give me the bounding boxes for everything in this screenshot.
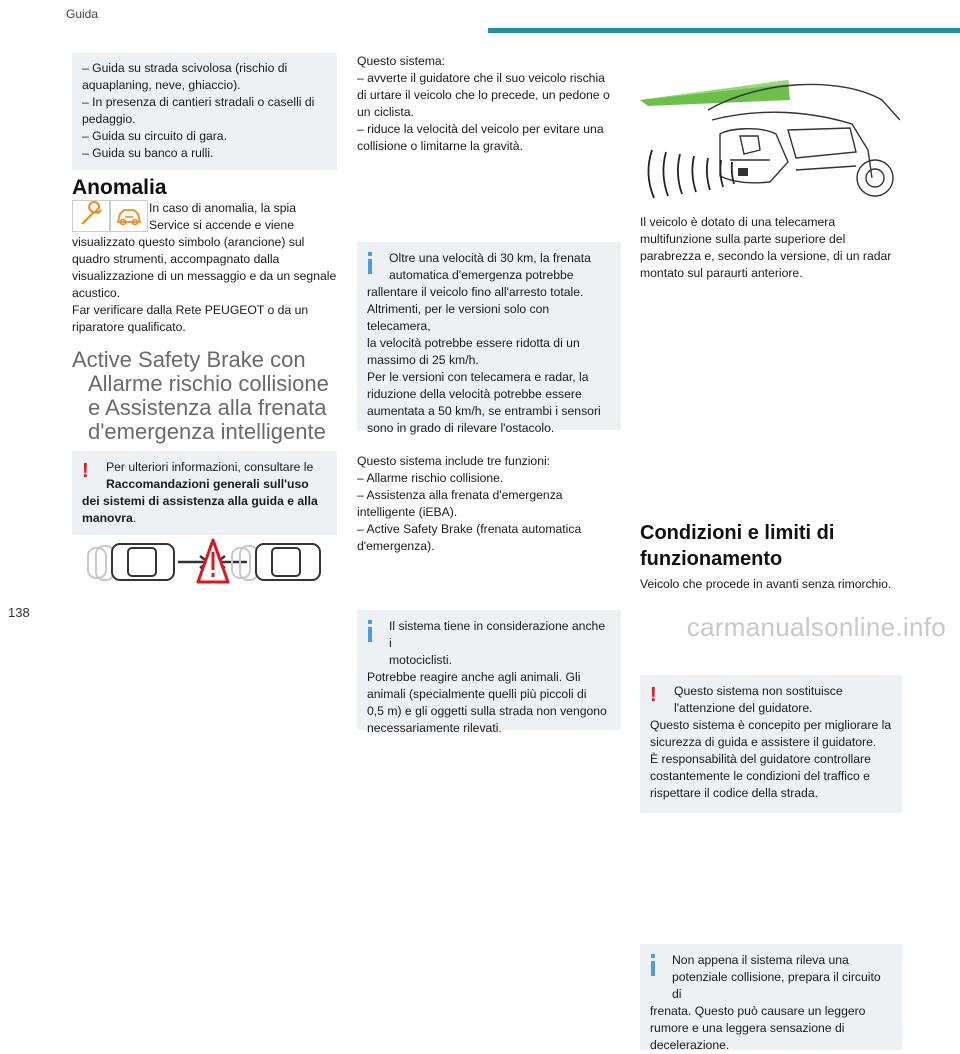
text-line: – riduce la velocità del veicolo per evitare una [357,122,604,136]
note-line: animali (specialmente quelli più piccoli di [367,687,587,701]
info-icon [367,252,373,274]
text-line: Questo sistema include tre funzioni: [357,454,551,468]
braking-info-note [640,944,902,1050]
warning-exclamation-icon: ! [650,684,657,706]
text-line: – Assistenza alla frenata d'emergenza [357,488,563,502]
list-line: – Guida su circuito di gara. [82,129,227,143]
note-line: dei sistemi di assistenza alla guida e alla [82,494,318,508]
text-line: – Active Safety Brake (frenata automatica [357,522,582,536]
camera-text [640,214,910,282]
recommendations-warning-note [72,451,337,535]
list-line: pedaggio. [82,112,136,126]
heading-line: Condizioni e limiti di [640,522,835,544]
text-line: un ciclista. [357,105,414,119]
text-line: intelligente (iEBA). [357,505,458,519]
note-line: Questo sistema non sostituisce [674,684,843,698]
note-line: manovra [82,511,133,525]
note-line: massimo di 25 km/h. [367,353,479,367]
section-title-line: Active Safety Brake con [72,347,306,372]
text-line: Far verificare dalla Rete PEUGEOT o da un [72,303,309,317]
note-line: necessariamente rilevati. [367,721,502,735]
text-line: – Allarme rischio collisione. [357,471,504,485]
note-line: aumentata a 50 km/h, se entrambi i sensori [367,404,601,418]
wrench-icon [72,200,114,232]
text-line: d'emergenza). [357,539,435,553]
note-line-tail: . [132,511,137,525]
car-camera-illustration [620,50,900,208]
note-line: Per ulteriori informazioni, consultare le [106,460,314,474]
header-accent-bar [488,28,960,33]
note-line: potenziale collisione, prepara il circuito di [672,970,881,1001]
section-title-line: d'emergenza intelligente [88,419,326,444]
text-line: Il veicolo è dotato di una telecamera [640,215,836,229]
note-line: decelerazione. [650,1038,730,1052]
collision-warning-illustration [82,534,344,588]
header-title: Guida [66,7,99,21]
info-icon [650,954,656,976]
text-line: Service si accende e viene [149,218,294,232]
list-line: aquaplaning, neve, ghiaccio). [82,78,241,92]
list-line: – In presenza di cantieri stradali o caselli di [82,95,315,109]
note-line: frenata. Questo può causare un leggero [650,1004,866,1018]
section-title-line: Allarme rischio collisione [88,371,329,396]
note-line: Per le versioni con telecamera e radar, la [367,370,589,384]
conditions-text: Veicolo che procede in avanti senza rimorchio. [640,577,892,591]
functions-text [357,453,622,555]
text-line: Questo sistema: [357,54,446,68]
motorcyclists-info-note [357,610,621,735]
list-line: – Guida su banco a rulli. [82,146,214,160]
text-line: In caso di anomalia, la spia [149,201,297,215]
speed-info-note [357,242,621,435]
note-line: automatica d'emergenza potrebbe [389,268,574,282]
note-line: 0,5 m) e gli oggetti sulla strada non vengono [367,704,607,718]
list-line: – Guida su strada scivolosa (rischio di [82,61,288,75]
note-line: rispettare il codice della strada. [650,786,819,800]
text-line: di urtare il veicolo che lo precede, un pedone o [357,88,610,102]
watermark: carmanualsonline.info [686,612,946,642]
text-line: montato sul paraurti anteriore. [640,266,803,280]
note-line: Raccomandazioni generali sull'uso [106,477,309,491]
note-line: l'attenzione del guidatore. [674,701,813,715]
note-line: sono in grado di rilevare l'ostacolo. [367,421,555,435]
note-line: rallentare il veicolo fino all'arresto totale. [367,285,584,299]
note-line: È responsabilità del guidatore controllare [650,752,871,766]
text-line: quadro strumenti, accompagnato dalla [72,252,280,266]
text-line: parabrezza e, secondo la versione, di un radar [640,249,892,263]
intro-text [357,53,622,155]
text-line: acustico. [72,286,121,300]
note-line: rumore e una leggera sensazione di [650,1021,845,1035]
note-line: Potrebbe reagire anche agli animali. Gli [367,670,581,684]
service-car-icon [110,200,150,232]
conditions-heading [640,520,910,572]
heading-line: funzionamento [640,548,783,570]
anomalia-heading: Anomalia [72,176,167,199]
text-line: multifunzione sulla parte superiore del [640,232,846,246]
note-line: Altrimenti, per le versioni solo con telecamera, [367,302,550,333]
note-line: sicurezza di guida e assistere il guidatore. [650,735,877,749]
info-icon [367,620,373,642]
section-title [72,348,352,444]
section-title-line: e Assistenza alla frenata [88,395,327,420]
text-line: riparatore qualificato. [72,320,186,334]
note-line: la velocità potrebbe essere ridotta di un [367,336,580,350]
note-line: motociclisti. [389,653,452,667]
note-line: Questo sistema è concepito per migliorare la [650,718,892,732]
text-line: collisione o limitarne la gravità. [357,139,523,153]
anomalia-text [72,234,347,336]
note-line: Oltre una velocità di 30 km, la frenata [389,251,591,265]
text-line: visualizzazione di un messaggio e da un segnale [72,269,337,283]
driver-attention-warning-note [640,675,902,813]
note-line: Il sistema tiene in considerazione anche i [389,619,606,650]
page-number: 138 [8,605,30,620]
warning-exclamation-icon: ! [82,460,89,482]
conditions-list-box [72,53,337,170]
left-column [72,53,337,170]
text-line: visualizzato questo simbolo (arancione) sul [72,235,305,249]
text-line: – avverte il guidatore che il suo veicolo rischia [357,71,605,85]
note-line: costantemente le condizioni del traffico e [650,769,870,783]
note-line: riduzione della velocità potrebbe essere [367,387,582,401]
anomalia-text-indented [149,200,349,234]
note-line: Non appena il sistema rileva una [672,953,849,967]
